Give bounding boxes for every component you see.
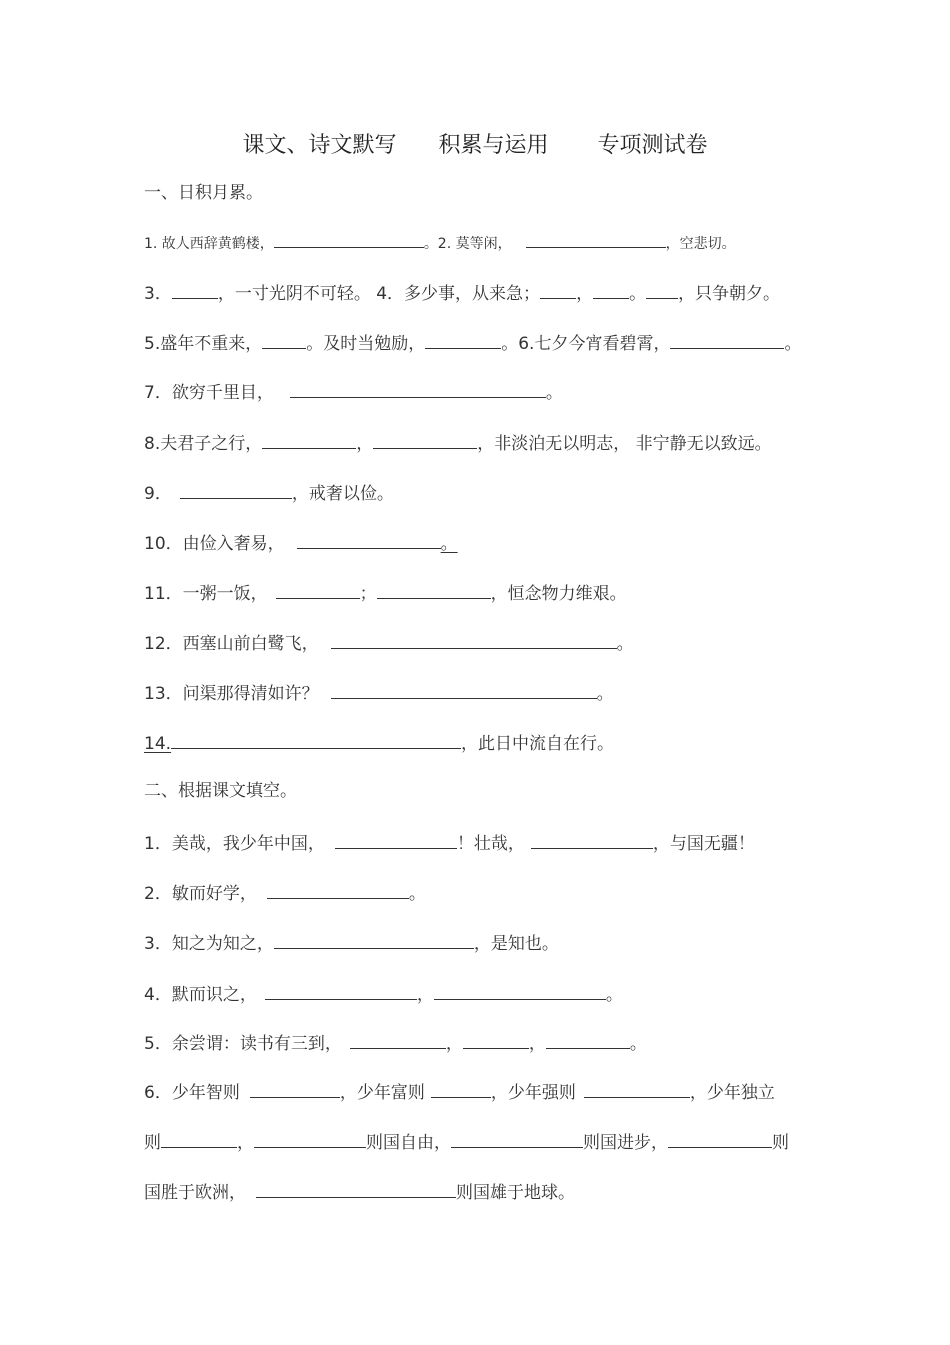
q6-text: 。6.七夕今宵看碧霄， [501,334,671,354]
s2-question-1 [144,830,755,856]
question-5-6 [144,330,801,356]
answer-blank[interactable] [451,1129,583,1148]
q14-text: ，此日中流自在行。 [461,734,615,754]
s2q5-text: 5．余尝谓：读书有三到， [144,1034,342,1054]
answer-blank[interactable] [668,1129,772,1148]
question-8 [144,430,772,456]
s2q6-text-5: 则 [144,1133,161,1153]
answer-blank[interactable] [335,830,457,849]
q8-text-end: ，非淡泊无以明志， 非宁静无以致远。 [477,434,772,454]
q4-text-end: ，只争朝夕。 [678,284,781,304]
answer-blank[interactable] [546,1030,630,1049]
q11-sep: ； [359,584,377,604]
q13-end: 。 [596,684,614,704]
q4-sep: 。 [629,284,647,304]
s2q4-sep: ， [416,985,434,1005]
question-11 [144,580,627,606]
answer-blank[interactable] [331,630,617,649]
q12-end: 。 [616,634,634,654]
s2q1-text: 1．美哉，我少年中国， [144,834,325,854]
answer-blank[interactable] [331,680,597,699]
answer-blank[interactable] [172,280,218,299]
s2-question-6-cont [144,1129,789,1155]
answer-blank[interactable] [526,229,666,248]
q11-text: 11．一粥一饭， [144,584,268,604]
s2q2-end: 。 [408,884,426,904]
answer-blank[interactable] [265,981,417,1000]
s2q6-text-3: ，少年强则 [490,1083,576,1103]
q5-text: 5.盛年不重来， [144,334,263,354]
q2-text: 。2. 莫等闲， [423,236,512,252]
q10-end: 。 [440,534,458,554]
q9-text: ，戒奢以俭。 [291,484,394,504]
answer-blank[interactable] [584,1079,690,1098]
s2q3-end: ，是知也。 [473,934,559,954]
answer-blank[interactable] [434,981,606,1000]
answer-blank[interactable] [171,730,461,749]
answer-blank[interactable] [593,280,629,299]
question-14 [144,730,614,756]
s2q1-text-2: ！壮哉， [456,834,525,854]
answer-blank[interactable] [431,1079,491,1098]
answer-blank[interactable] [262,330,306,349]
answer-blank[interactable] [274,930,474,949]
answer-blank[interactable] [262,430,356,449]
s2-question-6-cont2 [144,1179,575,1205]
section2-heading: 二、根据课文填空。 [144,781,297,801]
q1-text: 1. 故人西辞黄鹤楼， [144,236,274,252]
question-1-2 [144,229,736,256]
s2-question-3 [144,930,559,956]
q12-text: 12．西塞山前白鹭飞， [144,634,319,654]
q4-sep: ， [576,284,594,304]
answer-blank[interactable] [297,530,441,549]
section1-heading: 一、日积月累。 [144,183,263,203]
s2q5-sep: ， [528,1034,546,1054]
q14-number: 14. [144,734,172,754]
answer-blank[interactable] [290,379,546,398]
answer-blank[interactable] [540,280,576,299]
answer-blank[interactable] [646,280,678,299]
question-7 [144,379,563,405]
q10-text: 10．由俭入奢易， [144,534,285,554]
s2-question-2 [144,880,426,906]
s2q6-sep: ， [237,1133,254,1153]
question-13 [144,680,614,706]
q3-text: ，一寸光阴不可轻。 4．多少事，从来急； [217,284,541,304]
question-10 [144,530,458,556]
s2q3-text: 3．知之为知之， [144,934,274,954]
q11-text-end: ，恒念物力维艰。 [490,584,627,604]
s2q4-end: 。 [605,985,623,1005]
s2q6-text-7: 则国进步， [583,1133,668,1153]
s2-question-4 [144,981,623,1007]
s2q6-text-4: ，少年独立 [689,1083,775,1103]
s2q2-text: 2．敏而好学， [144,884,257,904]
s2q1-end: ，与国无疆！ [652,834,755,854]
q8-sep: ， [356,434,374,454]
answer-blank[interactable] [670,330,784,349]
question-9 [144,480,394,506]
s2q6-text-6: 则国自由， [366,1133,451,1153]
answer-blank[interactable] [373,430,477,449]
s2-question-5 [144,1030,647,1056]
s2q6-text-10: 则国雄于地球。 [456,1183,575,1203]
s2q6-text-2: ，少年富则 [339,1083,425,1103]
s2q6-text: 6．少年智则 [144,1083,240,1103]
s2-question-6 [144,1079,775,1105]
answer-blank[interactable] [463,1030,529,1049]
answer-blank[interactable] [425,330,501,349]
answer-blank[interactable] [274,229,424,248]
s2q5-sep: ， [445,1034,463,1054]
answer-blank[interactable] [276,580,360,599]
q9-number: 9． [144,484,172,504]
s2q4-text: 4．默而识之， [144,985,257,1005]
answer-blank[interactable] [256,1179,456,1198]
question-12 [144,630,634,656]
q13-text: 13．问渠那得清如许？ [144,684,319,704]
q6-end: 。 [784,334,802,354]
q3-number: 3． [144,284,172,304]
answer-blank[interactable] [267,880,409,899]
q2-text-end: ，空悲切。 [665,236,736,252]
answer-blank[interactable] [161,1129,237,1148]
answer-blank[interactable] [254,1129,366,1148]
s2q5-end: 。 [629,1034,647,1054]
q7-end: 。 [545,383,563,403]
answer-blank[interactable] [377,580,491,599]
page-title: 课文、诗文默写 积累与运用 专项测试卷 [242,133,708,158]
answer-blank[interactable] [350,1030,446,1049]
q8-text: 8.夫君子之行， [144,434,263,454]
q5-text-2: 。及时当勉励， [306,334,426,354]
s2q6-text-9: 国胜于欧洲， [144,1183,246,1203]
question-3-4 [144,280,780,306]
q7-text: 7．欲穷千里目， [144,383,274,403]
answer-blank[interactable] [180,480,292,499]
answer-blank[interactable] [250,1079,340,1098]
s2q6-text-8: 则 [772,1133,789,1153]
answer-blank[interactable] [531,830,653,849]
